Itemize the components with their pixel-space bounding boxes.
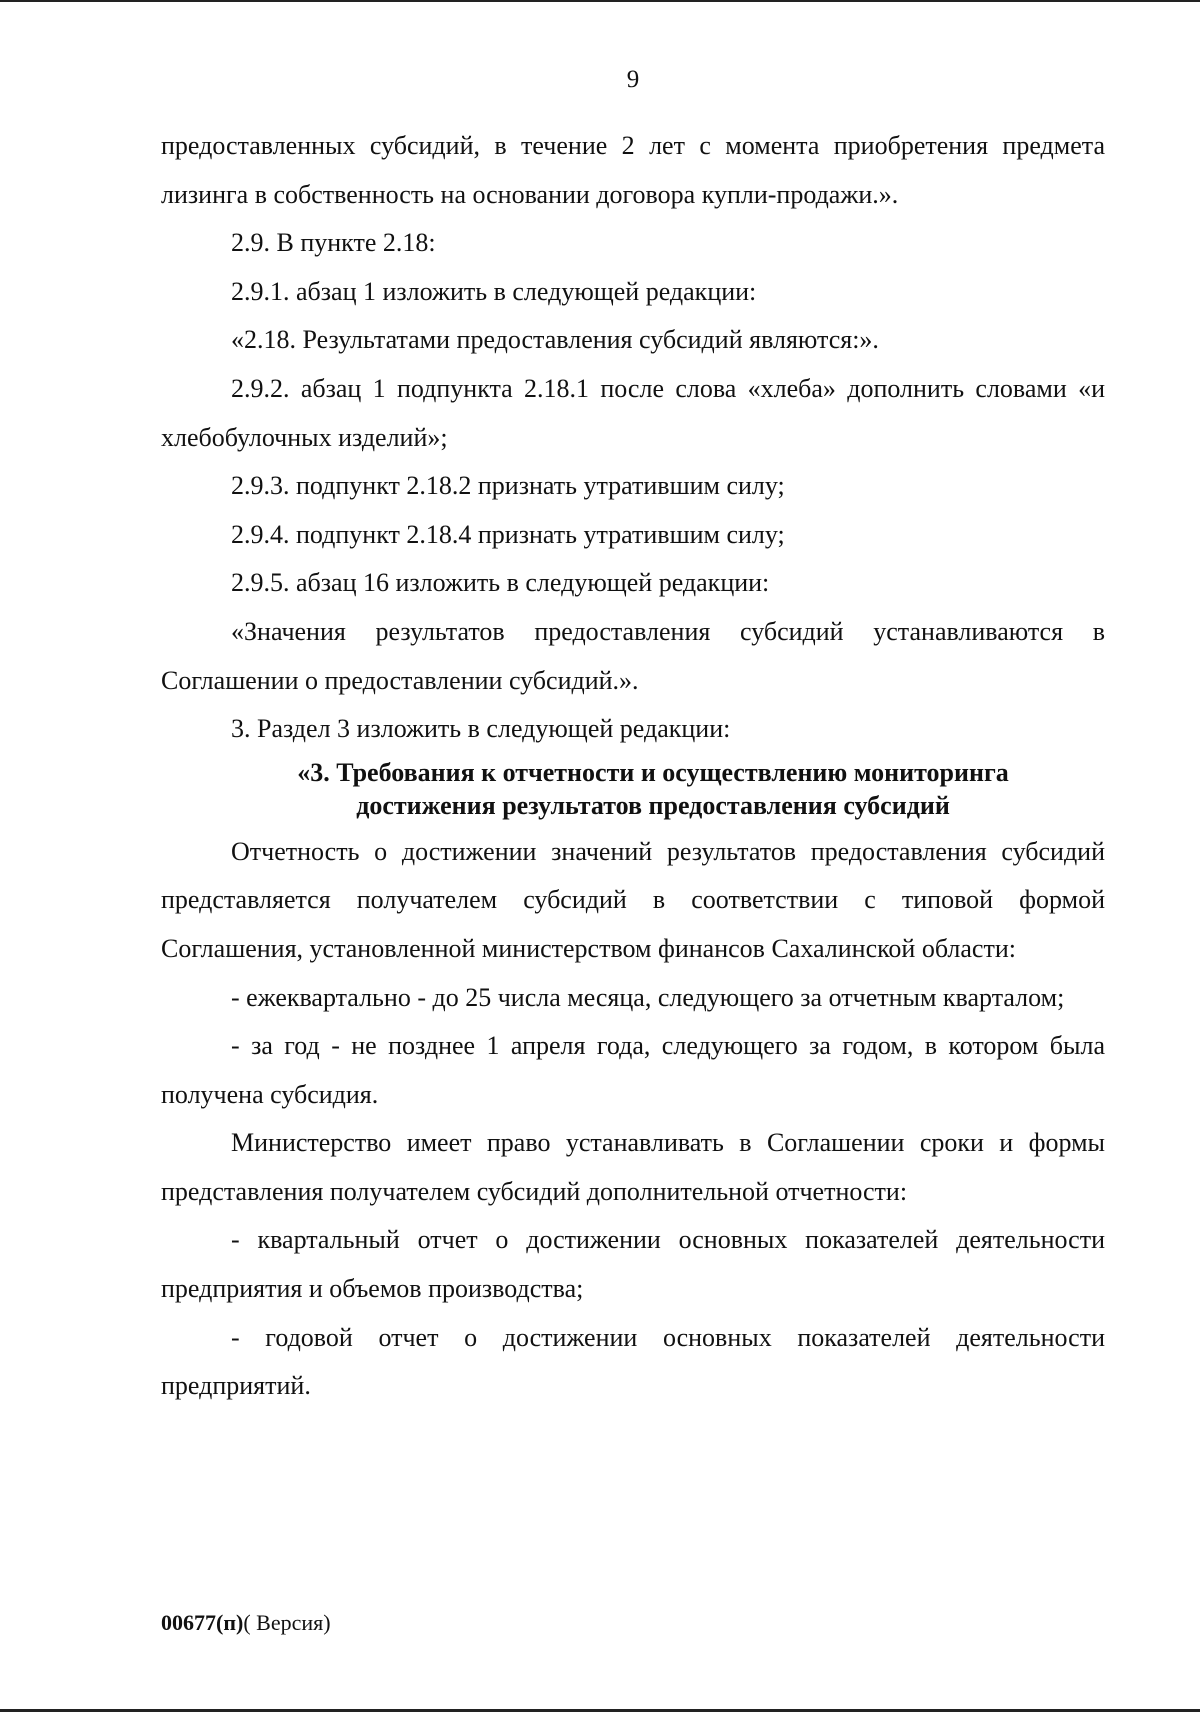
paragraph: Министерство имеет право устанавливать в Соглашении сроки и формы представления получателем субсидий дополнительной отчетности:: [161, 1128, 1105, 1206]
paragraph: предоставленных субсидий, в течение 2 лет с момента приобретения предмета лизинга в собственность на основании договора купли-продажи.».: [161, 131, 1105, 209]
document-footer-code: [161, 1609, 331, 1637]
section-heading: [161, 754, 1105, 828]
document-body: [161, 122, 1105, 1411]
paragraph: - годовой отчет о достижении основных показателей деятельности предприятий.: [161, 1322, 1105, 1401]
top-edge-line: [0, 0, 1200, 2]
paragraph: 3. Раздел 3 изложить в следующей редакции:: [231, 714, 731, 744]
paragraph: 2.9.2. абзац 1 подпункта 2.18.1 после слова «хлеба» дополнить словами «и хлебобулочных изделий»;: [161, 373, 1105, 452]
paragraph: 2.9.3. подпункт 2.18.2 признать утратившим силу;: [231, 471, 785, 501]
section-heading-line-1: «3. Требования к отчетности и осуществлению мониторинга: [297, 757, 1009, 787]
paragraph: «Значения результатов предоставления субсидий устанавливаются в Соглашении о предоставлении субсидий.».: [161, 616, 1105, 695]
paragraph: Отчетность о достижении значений результатов предоставления субсидий представляется получателем субсидий в соответствии с типовой формой Соглашения, установленной министерством финансов Сахалинской области:: [161, 836, 1105, 963]
paragraph: «2.18. Результатами предоставления субсидий являются:».: [231, 325, 879, 355]
paragraph: 2.9.4. подпункт 2.18.4 признать утратившим силу;: [231, 519, 785, 549]
paragraph: - квартальный отчет о достижении основных показателей деятельности предприятия и объемов производства;: [161, 1225, 1105, 1304]
page-number: 9: [626, 66, 640, 93]
paragraph: - за год - не позднее 1 апреля года, следующего за годом, в котором была получена субсидия.: [161, 1031, 1105, 1109]
document-version: ( Версия): [243, 1610, 331, 1635]
paragraph: 2.9. В пункте 2.18:: [231, 228, 436, 258]
paragraph: - ежеквартально - до 25 числа месяца, следующего за отчетным кварталом;: [231, 982, 1065, 1012]
paragraph: 2.9.1. абзац 1 изложить в следующей редакции:: [231, 276, 757, 306]
paragraph: 2.9.5. абзац 16 изложить в следующей редакции:: [231, 568, 770, 598]
section-heading-line-2: достижения результатов предоставления субсидий: [356, 790, 950, 820]
document-code: 00677(п): [161, 1610, 244, 1635]
bottom-edge-line: [0, 1709, 1200, 1712]
